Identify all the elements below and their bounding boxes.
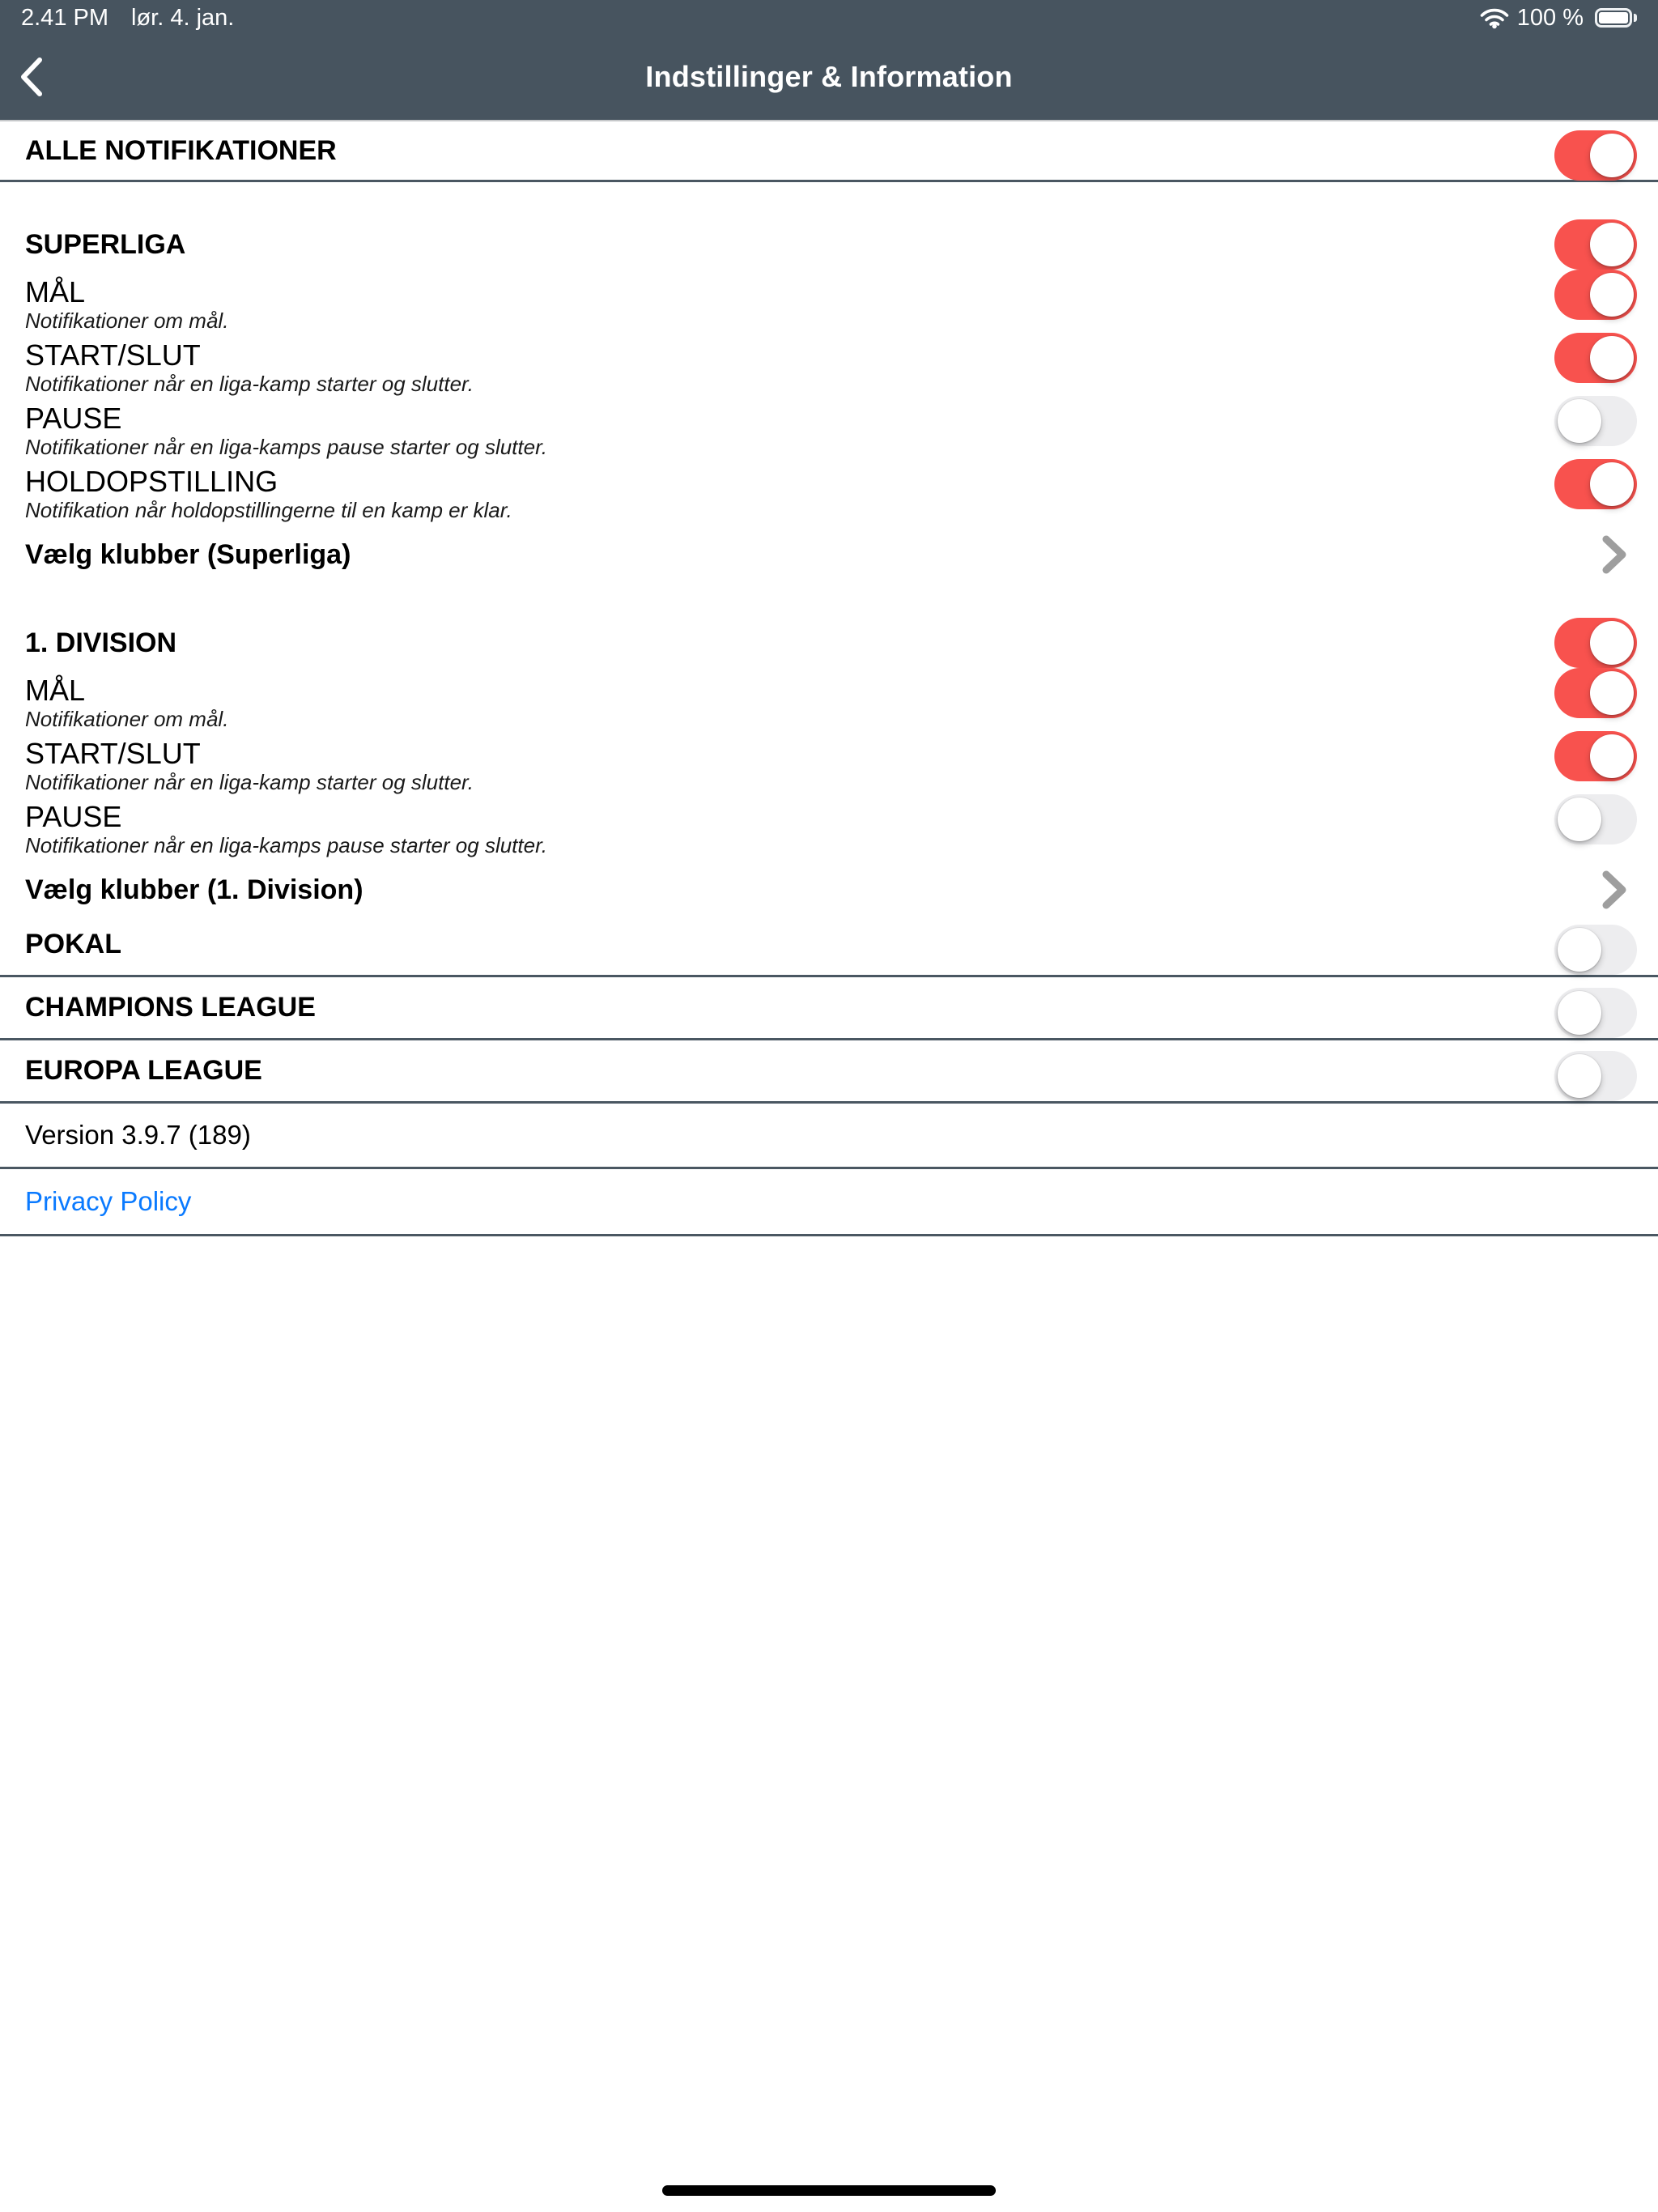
item-title: MÅL	[25, 674, 86, 707]
superliga-pause-row	[0, 402, 1658, 459]
division-label: 1. DIVISION	[25, 627, 177, 658]
superliga-startslut-row	[0, 339, 1658, 396]
superliga-startslut-toggle[interactable]	[1554, 333, 1637, 383]
pokal-toggle[interactable]	[1554, 925, 1637, 975]
pokal-label: POKAL	[25, 929, 121, 959]
superliga-toggle[interactable]	[1554, 219, 1637, 270]
division-pause-row	[0, 801, 1658, 857]
select-clubs-superliga-row[interactable]	[0, 537, 1658, 572]
item-text	[25, 466, 512, 522]
division-startslut-row	[0, 738, 1658, 794]
item-text	[25, 276, 228, 333]
superliga-label: SUPERLIGA	[25, 228, 186, 260]
item-title: MÅL	[25, 275, 86, 308]
nav-bar	[0, 34, 1658, 120]
superliga-mal-row	[0, 276, 1658, 333]
clock-label: 2.41 PM	[21, 4, 108, 31]
select-clubs-superliga-label: Vælg klubber (Superliga)	[25, 538, 351, 570]
superliga-holdopstilling-toggle[interactable]	[1554, 459, 1637, 509]
chevron-right-icon	[1595, 870, 1632, 910]
select-clubs-division-label: Vælg klubber (1. Division)	[25, 874, 363, 905]
item-text	[25, 339, 474, 396]
item-subtitle: Notifikationer om mål.	[25, 707, 229, 731]
privacy-policy-link[interactable]: Privacy Policy	[25, 1186, 192, 1216]
division-toggle[interactable]	[1554, 618, 1637, 668]
all-notifications-row	[0, 121, 1658, 182]
item-text	[25, 738, 474, 794]
back-chevron-icon	[18, 56, 44, 98]
champions-league-label: CHAMPIONS LEAGUE	[25, 992, 316, 1023]
champions-league-toggle[interactable]	[1554, 988, 1637, 1038]
date-label: lør. 4. jan.	[131, 4, 235, 31]
status-right	[1480, 5, 1637, 32]
item-subtitle: Notifikationer når en liga-kamp starter og slutter.	[25, 770, 474, 794]
version-row	[0, 1104, 1658, 1169]
back-button[interactable]	[11, 49, 50, 104]
chevron-right-icon	[1595, 534, 1632, 575]
pokal-row	[0, 914, 1658, 977]
item-title: START/SLUT	[25, 737, 201, 770]
item-subtitle: Notifikationer når en liga-kamps pause starter og slutter.	[25, 435, 548, 459]
all-notifications-label: ALLE NOTIFIKATIONER	[25, 134, 337, 166]
settings-list	[0, 121, 1658, 1236]
privacy-policy-row	[0, 1169, 1658, 1236]
page-title: Indstillinger & Information	[645, 60, 1013, 93]
top-bar	[0, 0, 1658, 121]
division-header-row	[0, 618, 1658, 668]
item-title: PAUSE	[25, 800, 122, 833]
home-indicator[interactable]	[662, 2185, 996, 2196]
europa-league-toggle[interactable]	[1554, 1051, 1637, 1101]
item-text	[25, 801, 547, 857]
division-mal-toggle[interactable]	[1554, 668, 1637, 718]
item-text	[25, 674, 228, 731]
item-subtitle: Notifikationer om mål.	[25, 308, 229, 333]
version-label: Version 3.9.7 (189)	[25, 1120, 251, 1150]
division-pause-toggle[interactable]	[1554, 794, 1637, 844]
item-title: START/SLUT	[25, 338, 201, 372]
item-title: PAUSE	[25, 402, 122, 435]
superliga-mal-toggle[interactable]	[1554, 270, 1637, 320]
europa-league-label: EUROPA LEAGUE	[25, 1055, 262, 1086]
battery-percent-label: 100 %	[1516, 4, 1584, 31]
item-text	[25, 402, 547, 459]
superliga-holdopstilling-row	[0, 466, 1658, 522]
battery-icon	[1595, 8, 1637, 28]
status-bar	[0, 0, 1658, 34]
superliga-header-row	[0, 219, 1658, 270]
all-notifications-toggle[interactable]	[1554, 130, 1637, 181]
europa-league-row	[0, 1040, 1658, 1104]
item-title: HOLDOPSTILLING	[25, 465, 278, 498]
superliga-pause-toggle[interactable]	[1554, 396, 1637, 446]
status-left	[21, 5, 234, 32]
division-startslut-toggle[interactable]	[1554, 731, 1637, 781]
item-subtitle: Notifikation når holdopstillingerne til en kamp er klar.	[25, 498, 512, 522]
item-subtitle: Notifikationer når en liga-kamp starter og slutter.	[25, 372, 474, 396]
select-clubs-division-row[interactable]	[0, 872, 1658, 908]
division-mal-row	[0, 674, 1658, 731]
item-subtitle: Notifikationer når en liga-kamps pause starter og slutter.	[25, 833, 548, 857]
wifi-icon	[1480, 6, 1509, 29]
champions-league-row	[0, 977, 1658, 1040]
